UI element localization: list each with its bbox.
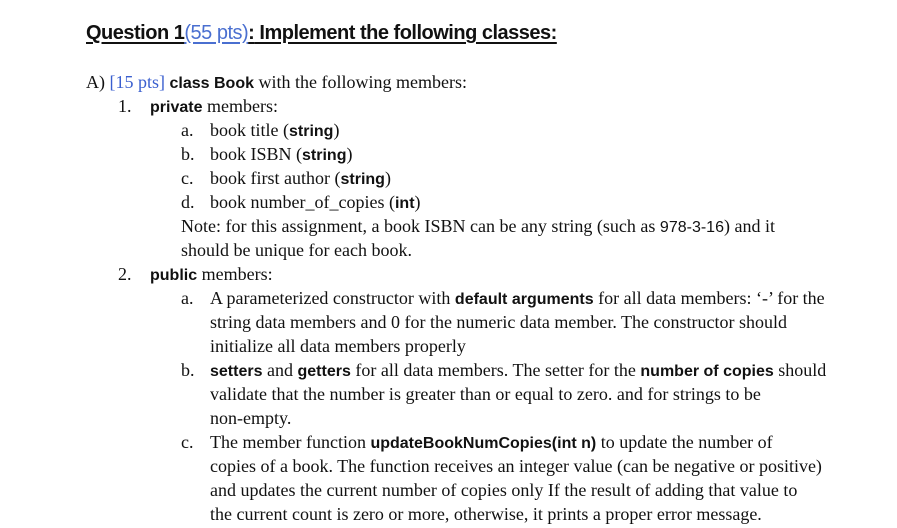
public-c-line-3: and updates the current number of copies only If the result of adding that value to: [210, 480, 798, 500]
public-b-line-3: non-empty.: [210, 408, 292, 428]
sub-d-text: [210, 190, 421, 216]
sub-d-marker: d.: [181, 192, 195, 212]
public-b-setters: setters: [210, 363, 263, 380]
public-a-default-args: default arguments: [454, 291, 594, 308]
sub-a-label: book title (: [210, 120, 289, 140]
public-a-text-1: A parameterized constructor with: [210, 288, 455, 308]
note-text-a: Note: for this assignment, a book ISBN can be any string (such as: [181, 216, 660, 236]
section-a-heading: [86, 70, 467, 96]
public-c-line-2: copies of a book. The function receives an integer value (can be negative or positive): [210, 456, 822, 476]
section-a-points: [15 pts]: [109, 72, 165, 92]
note-isbn-example: 978-3-16: [659, 219, 724, 236]
public-b-marker: b.: [181, 360, 195, 380]
sub-a-close: ): [333, 120, 340, 140]
sub-a-type: string: [289, 123, 334, 140]
sub-b-label: book ISBN (: [210, 144, 303, 164]
item-1-rest: members:: [202, 96, 278, 116]
question-label: Question 1: [86, 22, 185, 44]
question-text: Implement the following classes:: [254, 22, 557, 44]
sub-c-marker: c.: [181, 168, 194, 188]
item-2-rest: members:: [197, 264, 273, 284]
sub-b-type: string: [302, 147, 347, 164]
item-1-heading: [150, 94, 278, 120]
item-2-number: 2.: [118, 264, 132, 284]
sub-b-marker: b.: [181, 144, 195, 164]
item-1-keyword: private: [150, 99, 203, 116]
public-a-text-2: for all data members: ‘-’ for the: [593, 288, 825, 308]
public-c-line-4: the current count is zero or more, otherwise, it prints a proper error message.: [210, 504, 762, 524]
public-c-marker: c.: [181, 432, 194, 452]
section-a-class: class Book: [169, 75, 254, 92]
public-b-text: for all data members. The setter for the: [350, 360, 641, 380]
item-1-number: 1.: [118, 96, 132, 116]
question-points: (55 pts): [184, 22, 249, 44]
question-title: [86, 22, 557, 45]
question-colon: :: [248, 22, 255, 44]
section-a-rest: with the following members:: [253, 72, 467, 92]
public-c-function-name: updateBookNumCopies(int n): [370, 435, 597, 452]
public-c-text-2: to update the number of: [596, 432, 773, 452]
public-b-line-1: [210, 358, 826, 384]
public-c-text-1: The member function: [210, 432, 371, 452]
sub-c-type: string: [340, 171, 385, 188]
note-line-2: should be unique for each book.: [181, 240, 412, 260]
public-a-line-3: initialize all data members properly: [210, 336, 466, 356]
note-text-c: ) and it: [723, 216, 775, 236]
public-a-line-2: string data members and 0 for the numeric data member. The constructor should: [210, 312, 788, 332]
sub-d-label: book number_of_copies (: [210, 192, 395, 212]
sub-d-close: ): [414, 192, 421, 212]
public-b-number-of-copies: number of copies: [640, 363, 774, 380]
public-b-should: should: [773, 360, 827, 380]
public-b-and: and: [262, 360, 298, 380]
public-b-getters: getters: [297, 363, 351, 380]
sub-d-type: int: [394, 195, 415, 212]
note-line-1: [181, 214, 775, 240]
item-2-heading: [150, 262, 273, 288]
section-a-letter: A): [86, 72, 105, 92]
public-a-marker: a.: [181, 288, 194, 308]
sub-b-close: ): [346, 144, 353, 164]
public-c-line-1: [210, 430, 773, 456]
public-b-line-2: validate that the number is greater than or equal to zero. and for strings to be: [210, 384, 761, 404]
public-a-line-1: [210, 286, 825, 312]
sub-a-marker: a.: [181, 120, 194, 140]
sub-c-label: book first author (: [210, 168, 341, 188]
sub-b-text: [210, 142, 352, 168]
sub-a-text: [210, 118, 339, 144]
item-2-keyword: public: [150, 267, 198, 284]
sub-c-text: [210, 166, 391, 192]
sub-c-close: ): [384, 168, 391, 188]
